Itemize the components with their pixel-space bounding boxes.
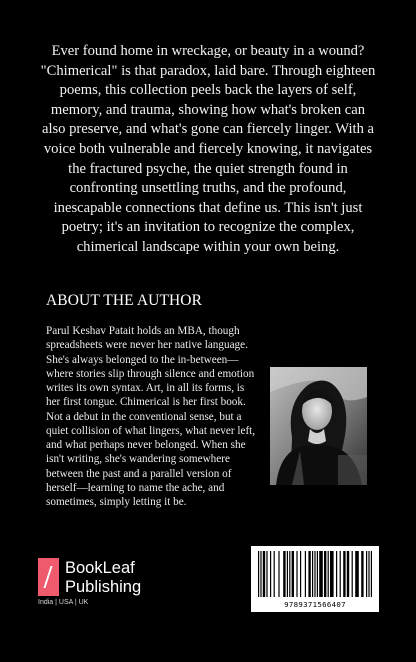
- author-bio: Parul Keshav Patait holds an MBA, though spreadsheets were never her native language. She's always belonged to the in-between—where stories slip through silence and emotion writes its own syntax. Art, in all its forms, is her first tongue. Chimerical is her first book. Not a debut in the conventional sense, but a quiet collision of what lingers, what never left, and what perhaps never belonged. When she isn't writing, she's wandering somewhere between the past and a parallel version of herself—learning to name the ache, and sometimes, simply letting it be.: [46, 325, 256, 508]
- barcode-bar: [340, 551, 341, 597]
- barcode-bar: [343, 551, 345, 597]
- author-photo: [270, 367, 367, 485]
- barcode-bar: [274, 551, 275, 597]
- author-portrait-image: [270, 367, 367, 485]
- barcode-bar: [289, 551, 290, 597]
- barcode-bar: [283, 551, 285, 597]
- about-author-heading: ABOUT THE AUTHOR: [46, 292, 203, 309]
- barcode-bar: [347, 551, 349, 597]
- barcode-bar: [287, 551, 288, 597]
- barcode-bars: [258, 551, 372, 597]
- barcode-bar: [368, 551, 369, 597]
- barcode-bar: [361, 551, 363, 597]
- isbn-number: 9789371566407: [284, 600, 346, 609]
- barcode-bar: [263, 551, 265, 597]
- barcode-bar: [305, 551, 306, 597]
- barcode-bar: [317, 551, 318, 597]
- publisher-logo: [38, 558, 168, 608]
- barcode-bar: [292, 551, 294, 597]
- barcode-bar: [328, 551, 329, 597]
- barcode-bar: [336, 551, 337, 597]
- barcode-bar: [319, 551, 323, 597]
- barcode-bar: [260, 551, 261, 597]
- isbn-barcode: [251, 546, 379, 612]
- barcode-bar: [352, 551, 353, 597]
- barcode-bar: [324, 551, 326, 597]
- barcode-bar: [366, 551, 367, 597]
- publisher-regions: India | USA | UK: [38, 599, 89, 606]
- barcode-bar: [278, 551, 279, 597]
- barcode-bar: [330, 551, 334, 597]
- barcode-bar: [314, 551, 315, 597]
- barcode-bar: [258, 551, 259, 597]
- barcode-bar: [300, 551, 301, 597]
- barcode-bar: [355, 551, 359, 597]
- barcode-bar: [371, 551, 372, 597]
- publisher-name-line2: Publishing: [65, 578, 142, 596]
- publisher-name-line1: BookLeaf: [65, 559, 135, 577]
- barcode-bar: [270, 551, 271, 597]
- barcode-bar: [312, 551, 313, 597]
- back-cover-blurb: Ever found home in wreckage, or beauty in a wound? "Chimerical" is that paradox, laid bare. Through eighteen poems, this collection peels back the layers of self, memory, and trauma, showing how what's broken can also preserve, and what's gone can fiercely linger. With a voice both vulnerable and fiercely knowing, it navigates the fractured psyche, the quiet strength found in confronting unsettling truths, and the profound, inescapable connections that define us. This isn't just poetry; it's an invitation to recognize the complex, chimerical landscape within your own being.: [40, 43, 376, 255]
- barcode-bar: [296, 551, 297, 597]
- slash-logo-icon: [38, 558, 59, 596]
- barcode-bar: [308, 551, 310, 597]
- barcode-bar: [266, 551, 267, 597]
